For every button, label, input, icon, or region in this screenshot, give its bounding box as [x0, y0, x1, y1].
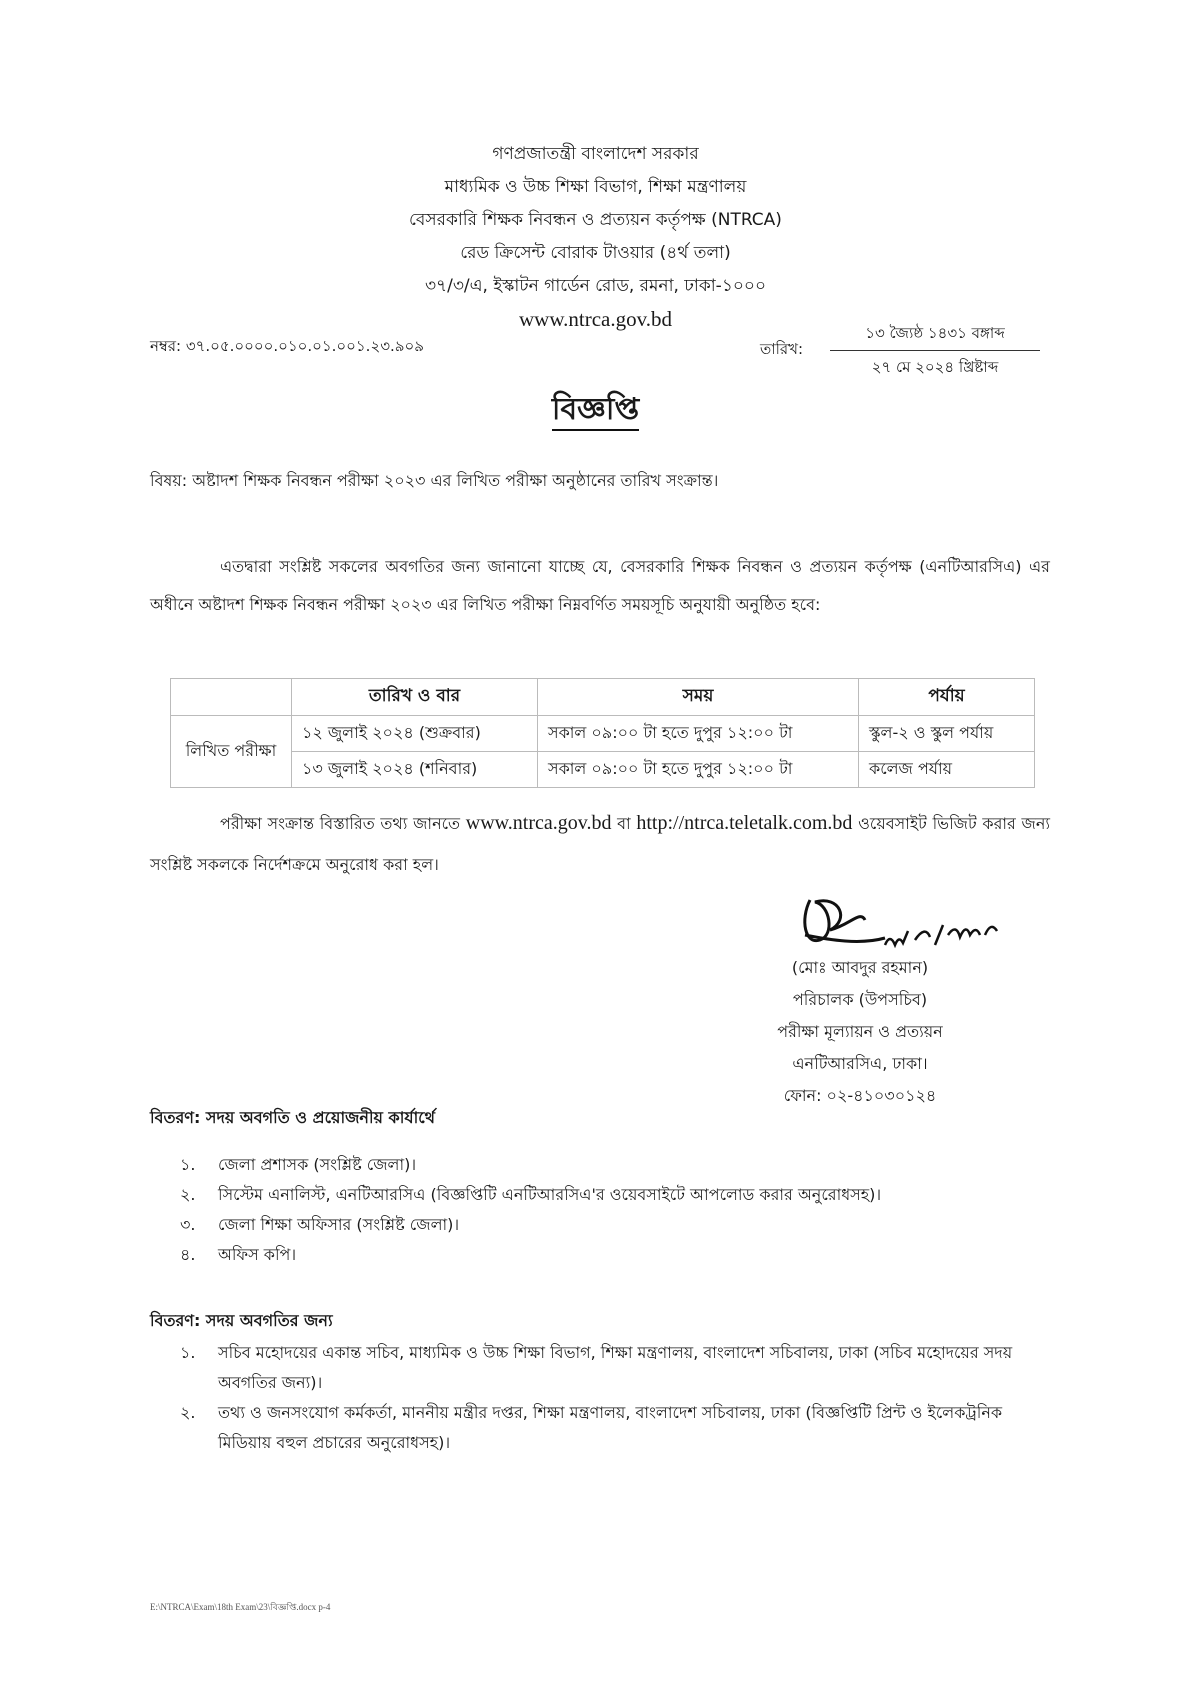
memo-number: নম্বর: ৩৭.০৫.০০০০.০১০.০১.০০১.২৩.৯০৯ [150, 337, 424, 355]
body-paragraph: এতদ্বারা সংশ্লিষ্ট সকলের অবগতির জন্য জানানো যাচ্ছে যে, বেসরকারি শিক্ষক নিবন্ধন ও প্রত্যয়ন কর্তৃপক্ষ (এনটিআরসিএ) এর অধীনে অষ্টাদশ শিক্ষক নিবন্ধন পরীক্ষা ২০২৩ এর লিখিত পরীক্ষা নিম্নবর্ণিত সময়সূচি অনুযায়ী অনুষ্ঠিত হবে: [150, 557, 1050, 614]
level-cell: স্কুল-২ ও স্কুল পর্যায় [859, 716, 1035, 752]
distribution-info-list [180, 1338, 1060, 1458]
signer-department: পরীক্ষা মূল্যায়ন ও প্রত্যয়ন [777, 1022, 943, 1041]
subject-line: বিষয়: অষ্টাদশ শিক্ষক নিবন্ধন পরীক্ষা ২০২৩ এর লিখিত পরীক্ষা অনুষ্ঠানের তারিখ সংক্রান্ত। [150, 471, 719, 490]
item-number: ৩. [180, 1215, 196, 1234]
item-text: সচিব মহোদয়ের একান্ত সচিব, মাধ্যমিক ও উচ্চ শিক্ষা বিভাগ, শিক্ষা মন্ত্রণালয়, বাংলাদেশ সচিবালয়, ঢাকা (সচিব মহোদয়ের সদয় অবগতির জন্য)। [218, 1343, 1013, 1392]
time-cell: সকাল ০৯:০০ টা হতে দুপুর ১২:০০ টা [538, 752, 859, 788]
table-row [171, 716, 1035, 752]
title-text: বিজ্ঞপ্তি [552, 392, 639, 431]
teletalk-link[interactable]: http://ntrca.teletalk.com.bd [636, 812, 853, 834]
date-gregorian: ২৭ মে ২০২৪ খ্রিষ্টাব্দ [871, 358, 999, 376]
table-row [171, 752, 1035, 788]
distribution-info-heading: বিতরণ: সদয় অবগতির জন্য [150, 1311, 333, 1330]
info-text: বা [611, 814, 637, 833]
item-number: ২. [180, 1403, 196, 1422]
time-cell: সকাল ০৯:০০ টা হতে দুপুর ১২:০০ টা [538, 716, 859, 752]
list-item [180, 1180, 1060, 1210]
item-number: ১. [180, 1155, 196, 1174]
date-cell: ১৩ জুলাই ২০২৪ (শনিবার) [292, 752, 538, 788]
signer-phone: ফোন: ০২-৪১০৩০১২৪ [783, 1086, 937, 1105]
item-text: জেলা প্রশাসক (সংশ্লিষ্ট জেলা)। [218, 1155, 417, 1174]
header-cell [171, 679, 292, 716]
item-number: ২. [180, 1185, 196, 1204]
level-cell: কলেজ পর্যায় [859, 752, 1035, 788]
letterhead [0, 138, 1191, 336]
distribution-action-heading: বিতরণ: সদয় অবগতি ও প্রয়োজনীয় কার্যার্থে [150, 1108, 436, 1127]
list-item [180, 1150, 1060, 1180]
list-item [180, 1398, 1060, 1458]
signer-block [700, 952, 1020, 1112]
item-text: জেলা শিক্ষা অফিসার (সংশ্লিষ্ট জেলা)। [218, 1215, 460, 1234]
file-path-footer: E:\NTRCA\Exam\18th Exam\23\বিজ্ঞপ্তি.docx p-4 [150, 1602, 331, 1612]
signer-office: এনটিআরসিএ, ঢাকা। [792, 1054, 928, 1073]
letterhead-line: বেসরকারি শিক্ষক নিবন্ধন ও প্রত্যয়ন কর্তৃপক্ষ (NTRCA) [409, 210, 782, 230]
list-item [180, 1240, 1060, 1270]
row-label: লিখিত পরীক্ষা [171, 716, 292, 788]
date-label: তারিখ: [760, 340, 804, 358]
signer-name: (মোঃ আবদুর রহমান) [791, 958, 929, 977]
letterhead-line: মাধ্যমিক ও উচ্চ শিক্ষা বিভাগ, শিক্ষা মন্ত্রণালয় [444, 177, 747, 197]
letterhead-line: গণপ্রজাতন্ত্রী বাংলাদেশ সরকার [492, 144, 699, 164]
list-item [180, 1210, 1060, 1240]
item-number: ১. [180, 1343, 196, 1362]
item-number: ৪. [180, 1245, 196, 1264]
info-text: পরীক্ষা সংক্রান্ত বিস্তারিত তথ্য জানতে [220, 814, 466, 833]
distribution-action-list [180, 1150, 1060, 1270]
date-divider [830, 350, 1040, 351]
info-paragraph [150, 803, 1050, 885]
item-text: তথ্য ও জনসংযোগ কর্মকর্তা, মাননীয় মন্ত্রীর দপ্তর, শিক্ষা মন্ত্রণালয়, বাংলাদেশ সচিবালয়, ঢাকা (বিজ্ঞপ্তিটি প্রিন্ট ও ইলেকট্রনিক মিডিয়ায় বহুল প্রচারের অনুরোধসহ)। [218, 1403, 1003, 1452]
table-header-row [171, 679, 1035, 716]
page-title [0, 385, 1191, 436]
schedule-table [170, 678, 1035, 788]
item-text: সিস্টেম এনালিস্ট, এনটিআরসিএ (বিজ্ঞপ্তিটি এনটিআরসিএ'র ওয়েবসাইটে আপলোড করার অনুরোধসহ)। [218, 1185, 882, 1204]
letterhead-line: রেড ক্রিসেন্ট বোরাক টাওয়ার (৪র্থ তলা) [460, 243, 731, 263]
letterhead-website: www.ntrca.gov.bd [519, 307, 672, 331]
date-cell: ১২ জুলাই ২০২৪ (শুক্রবার) [292, 716, 538, 752]
letterhead-line: ৩৭/৩/এ, ইস্কাটন গার্ডেন রোড, রমনা, ঢাকা-১০০০ [424, 276, 767, 296]
signer-designation: পরিচালক (উপসচিব) [792, 990, 928, 1009]
handwritten-signature [790, 890, 1050, 960]
item-text: অফিস কপি। [218, 1245, 297, 1264]
header-cell: তারিখ ও বার [292, 679, 538, 716]
list-item [180, 1338, 1060, 1398]
info-text: ওয়েবসাইট ভিজিট করার জন্য সংশ্লিষ্ট সকলকে নির্দেশক্রমে অনুরোধ করা হল। [150, 814, 1051, 874]
date-bangla: ১৩ জ্যৈষ্ঠ ১৪৩১ বঙ্গাব্দ [865, 324, 1005, 342]
header-cell: পর্যায় [859, 679, 1035, 716]
header-cell: সময় [538, 679, 859, 716]
ntrca-link[interactable]: www.ntrca.gov.bd [465, 812, 612, 834]
